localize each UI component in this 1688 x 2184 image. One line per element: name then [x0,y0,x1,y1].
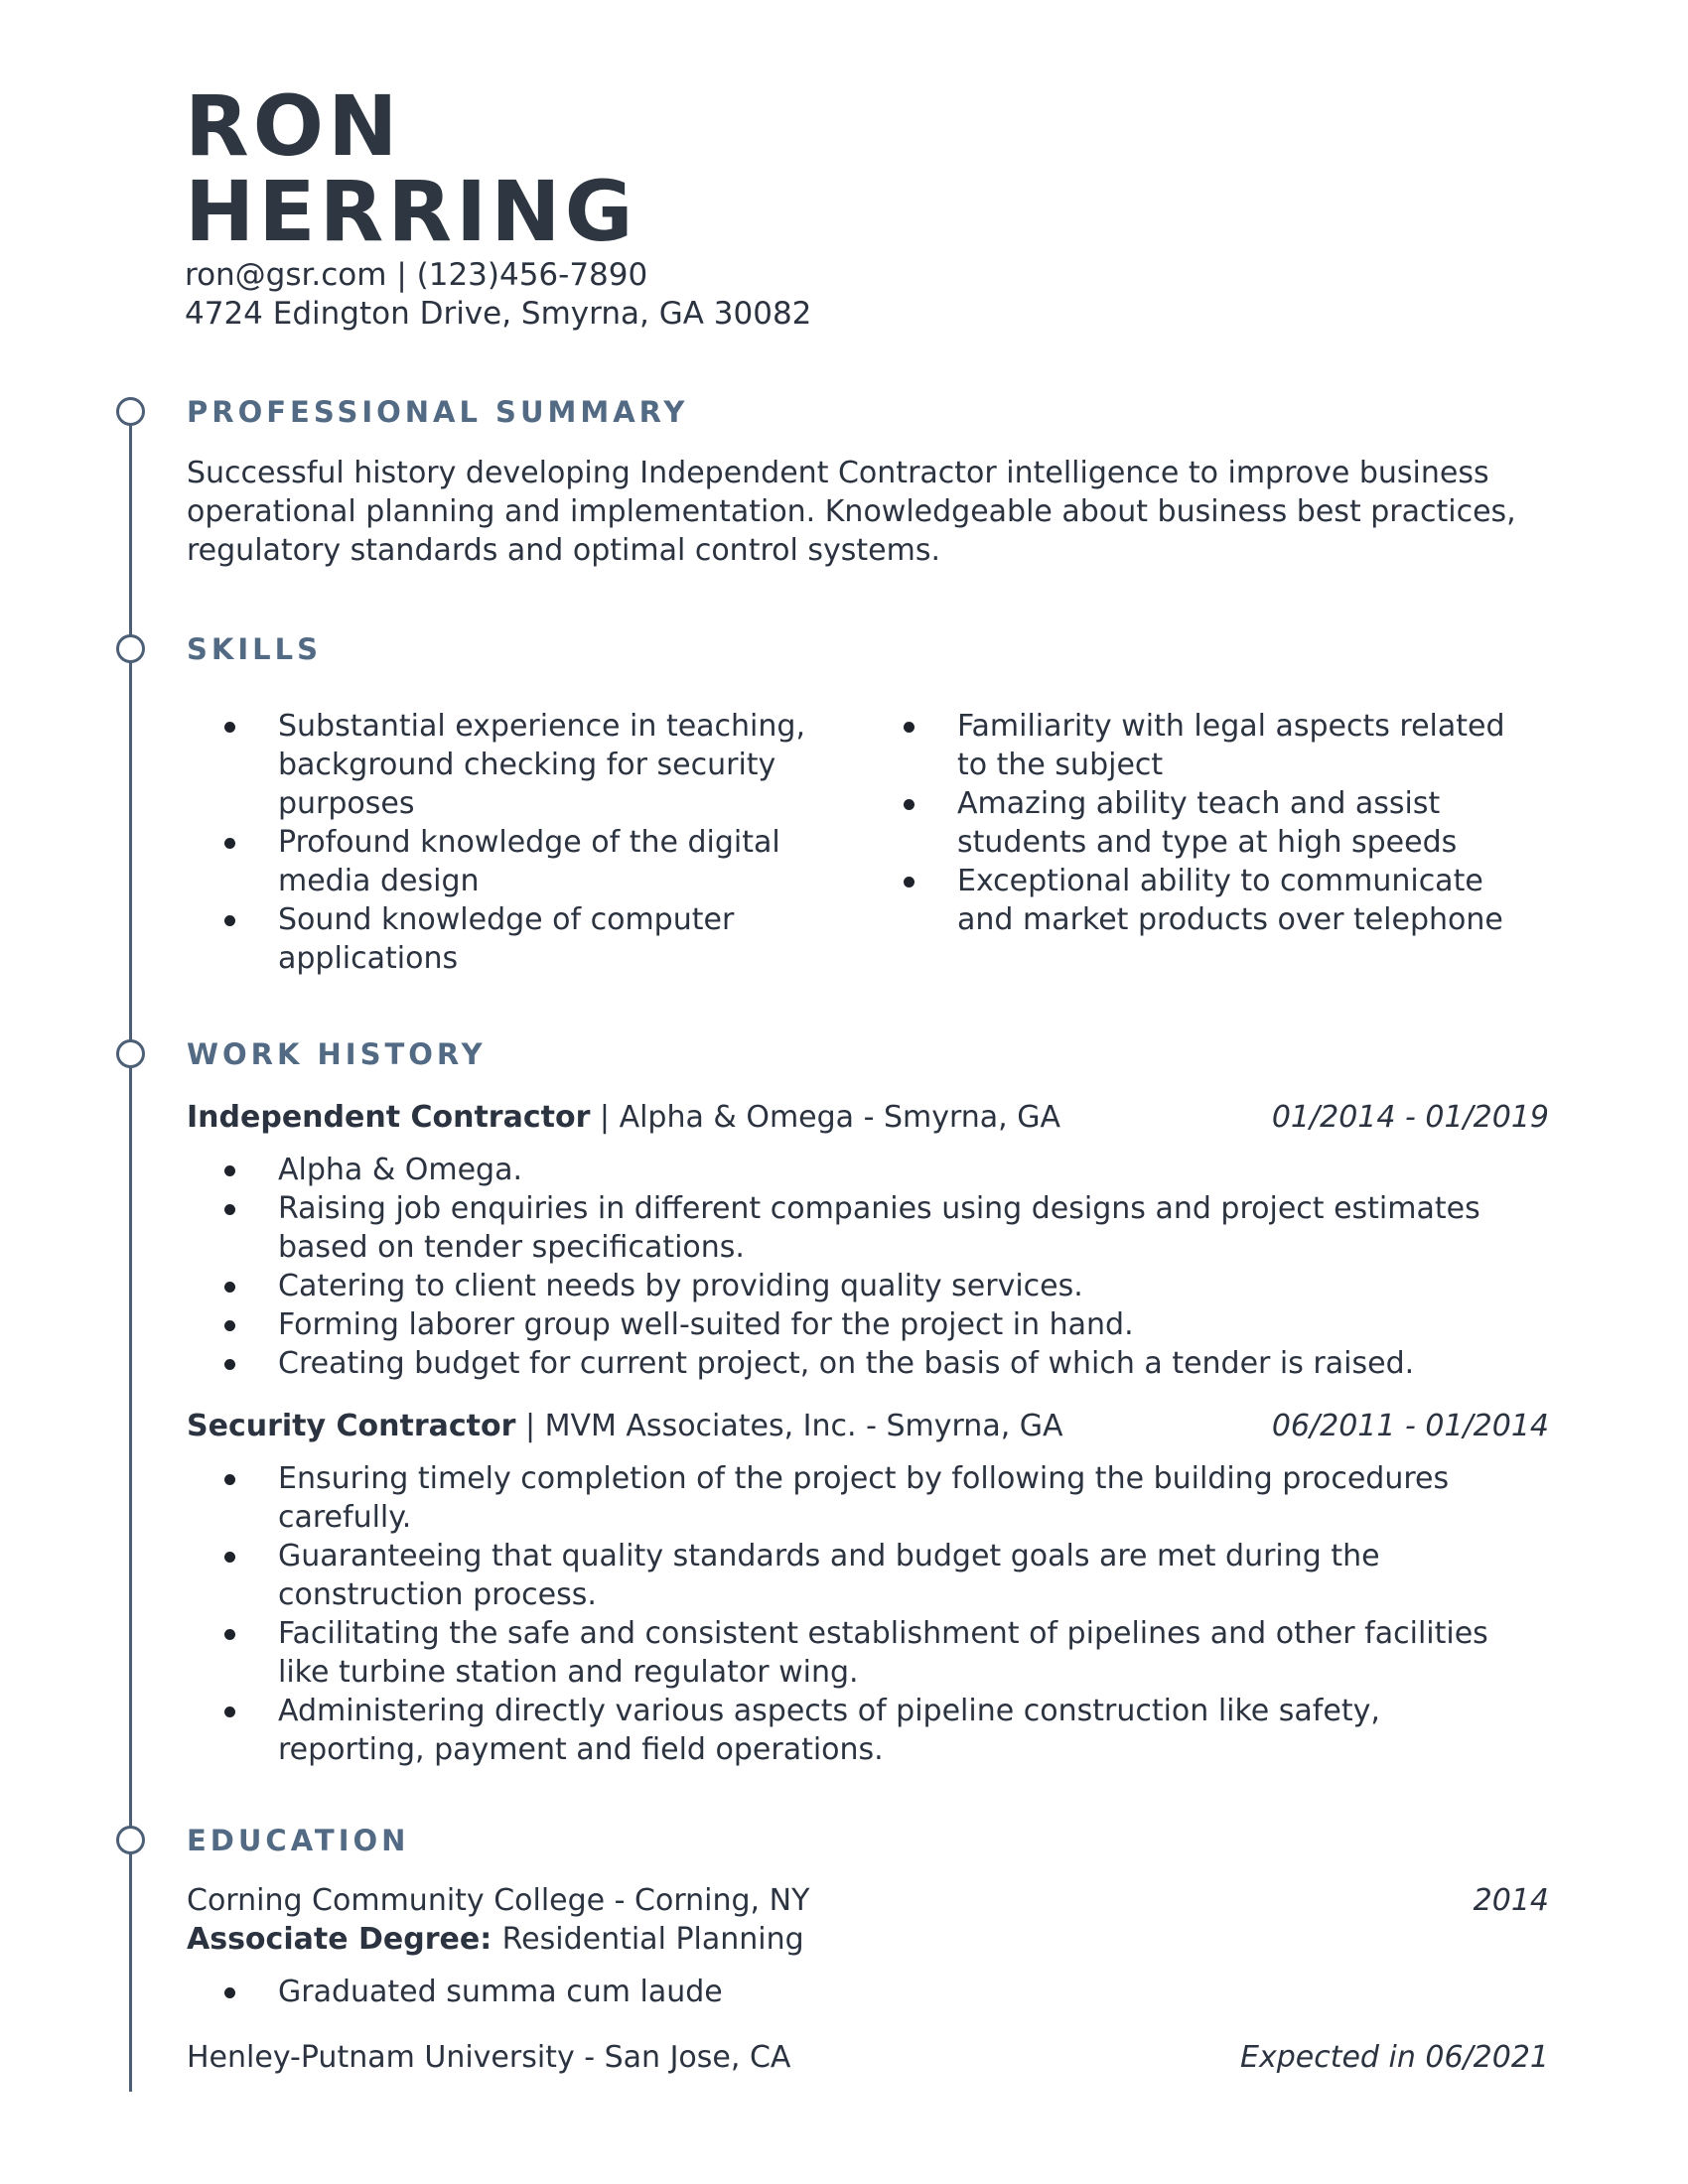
job-bullet [187,1537,1577,1614]
bullet-line: Guaranteeing that quality standards and budget goals are met during the [278,1539,1380,1573]
job-dates: 01/2014 - 01/2019 [1271,1100,1549,1135]
education-bullet [187,1973,1577,2011]
bullet-line: carefully. [278,1500,412,1535]
bullet-line: Ensuring timely completion of the project by following the building procedures [278,1461,1450,1496]
school-name: Corning Community College - Corning, NY [187,1883,810,1918]
skill-line: Profound knowledge of the digital [278,825,780,860]
education-entry-header [187,2038,1549,2077]
candidate-name [185,77,637,260]
job-bullets [187,1151,1577,1383]
skill-line: to the subject [957,748,1164,782]
skill-line: background checking for security [278,748,776,782]
job-title: Security Contractor [187,1409,516,1443]
job-header [187,1407,1549,1445]
skills-list-left [187,707,862,978]
job-bullet [187,1305,1577,1344]
skill-line: Amazing ability teach and assist [957,786,1441,821]
degree-separator: : [480,1922,502,1957]
job-dates: 06/2011 - 01/2014 [1271,1409,1549,1443]
job-bullet [187,1344,1577,1383]
job-title: Independent Contractor [187,1100,591,1135]
first-name: RON [185,77,402,175]
summary-heading: PROFESSIONAL SUMMARY [187,395,689,429]
job-company: | MVM Associates, Inc. - Smyrna, GA [515,1409,1063,1443]
bullet-line: Administering directly various aspects of pipeline construction like safety, [278,1694,1380,1728]
school-name: Henley-Putnam University - San Jose, CA [187,2040,791,2075]
summary-line: Successful history developing Independent Contractor intelligence to improve business [187,456,1489,490]
summary-line: regulatory standards and optimal control systems. [187,533,940,568]
job-bullet [187,1267,1577,1305]
degree-label: Associate Degree [187,1922,481,1957]
skill-item [187,707,862,823]
timeline-node-skills [116,634,145,663]
timeline-node-education [116,1826,145,1854]
bullet-line: Alpha & Omega. [278,1153,523,1187]
bullet-line: construction process. [278,1577,597,1612]
skill-item [187,823,862,900]
degree-field: Residential Planning [501,1922,804,1957]
skill-line: purposes [278,786,415,821]
degree-line [187,1920,804,1959]
job-header [187,1098,1549,1137]
education-year: 2014 [1473,1883,1549,1918]
skill-line: Familiarity with legal aspects related [957,709,1505,744]
job-bullet [187,1151,1577,1189]
timeline-node-summary [116,397,145,426]
bullet-line: Catering to client needs by providing quality services. [278,1269,1083,1303]
bullet-line: based on tender specifications. [278,1230,745,1265]
education-heading: EDUCATION [187,1824,410,1857]
skills-heading: SKILLS [187,632,322,666]
job-bullet [187,1459,1577,1537]
skill-line: media design [278,864,480,898]
skill-line: applications [278,941,459,976]
bullet-line: Forming laborer group well-suited for the project in hand. [278,1307,1134,1342]
bullet-line: reporting, payment and field operations. [278,1732,884,1767]
skill-line: Sound knowledge of computer [278,902,735,937]
job-title-line [187,1098,1060,1137]
job-title-line [187,1407,1063,1445]
last-name: HERRING [185,163,637,260]
bullet-line: Raising job enquiries in different companies using designs and project estimates [278,1191,1480,1226]
timeline-node-work [116,1039,145,1068]
contact-info [185,256,811,334]
skill-item [866,862,1561,939]
education-entry-header [187,1881,1549,1920]
summary-text [187,454,1577,570]
skill-item [187,900,862,978]
skills-list-right [866,707,1561,939]
address-line: 4724 Edington Drive, Smyrna, GA 30082 [185,296,812,332]
bullet-line: Creating budget for current project, on the basis of which a tender is raised. [278,1346,1415,1381]
education-bullets [187,1973,1577,2011]
job-bullet [187,1189,1577,1267]
education-year: Expected in 06/2021 [1239,2040,1549,2075]
skill-item [866,784,1561,862]
bullet-line: Graduated summa cum laude [278,1975,723,2009]
bullet-line: Facilitating the safe and consistent establishment of pipelines and other facilities [278,1616,1488,1651]
skill-line: Substantial experience in teaching, [278,709,805,744]
work-heading: WORK HISTORY [187,1037,487,1071]
job-bullets [187,1459,1577,1769]
skill-line: Exceptional ability to communicate [957,864,1483,898]
skill-item [866,707,1561,784]
contact-line: ron@gsr.com | (123)456-7890 [185,257,648,293]
summary-line: operational planning and implementation. Knowledgeable about business best practices, [187,494,1516,529]
job-bullet [187,1692,1577,1769]
job-bullet [187,1614,1577,1692]
skill-line: and market products over telephone [957,902,1503,937]
job-company: | Alpha & Omega - Smyrna, GA [590,1100,1061,1135]
bullet-line: like turbine station and regulator wing. [278,1655,859,1690]
skill-line: students and type at high speeds [957,825,1458,860]
